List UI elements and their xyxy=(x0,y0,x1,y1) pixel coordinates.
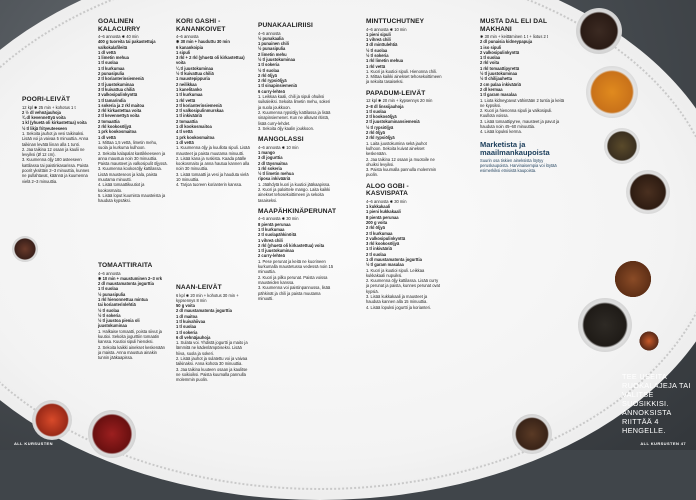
ingredient: 1 tl inkivääriä xyxy=(366,246,392,252)
recipe-column xyxy=(366,18,442,310)
recipe-title: PUNAKAALIRIISI xyxy=(258,22,313,29)
recipe-step: 1. Kuumenna öljy ja kuullota sipuli. Lisää mausteet ja paista muutama minuutti. xyxy=(176,145,250,156)
ingredient: 1 tl sinapinsiemeniä xyxy=(258,83,297,89)
recipe-column xyxy=(176,284,252,383)
ingredient: ½ tl suolaa xyxy=(98,307,120,313)
ingredient: 2 rkl (yhuetä oli kirkastettua) voita xyxy=(258,242,325,248)
ingredient: 1 tl garam masalaa xyxy=(480,92,517,98)
recipe-step: 2. Kuumenna rypsiöljy kattilassa ja lisää sinapinsiemenet. Kun ne alkavat ritistä, lisää curry-lehdet. xyxy=(258,109,331,126)
recipe-title: MUSTA DAL ELI DAL MAKHANI xyxy=(480,18,548,33)
ingredient: 1 rkl vettä xyxy=(176,97,196,103)
ingredient: 2 tomaattia xyxy=(98,118,120,124)
ingredient: 1 punainen chili xyxy=(258,41,289,47)
recipe-step: 1. Mittaa 1,5 vettä, limetin mehu, suola ja kurkuma kulhoon. xyxy=(98,139,158,151)
ingredient: 1 sokeria ja 2 rkl maitoa xyxy=(98,102,145,108)
recipe-title: MAAPÄHKINÄPERUNAT xyxy=(258,207,337,215)
recipe-step: 2. Lisää jauhot ja sulatettu voi ja vaivaa taikinaksi. Anna kohota 30 minuuttia. xyxy=(176,356,248,367)
spice-bowl-pepper xyxy=(576,8,622,54)
ingredient: 2 tl korianterinsiemeniä xyxy=(176,102,222,108)
ingredient: 1 tl kurkumaa xyxy=(258,227,285,232)
ingredient: 2 rkl kookosöljyä xyxy=(98,124,132,130)
ingredient: ½ tl limetin mehua xyxy=(258,171,294,177)
ingredient: ½ punasipulia xyxy=(258,46,286,52)
ingredient: 400 g tuoreita tai pakastettuja valkokalafileitä xyxy=(98,39,156,50)
ingredient: 50 g voita xyxy=(176,303,195,309)
ingredient: ½ punakaalia xyxy=(258,35,284,41)
ingredient: 1 sipuli xyxy=(176,49,191,55)
ingredient: 2–8 dl linssijauhoja xyxy=(366,103,404,109)
recipe-step: 3. Jaa taikina kuuteen osaan ja kaulitse ne soikioiksi. Paista kuumalla pannulla molemmin puolin. xyxy=(176,366,248,383)
ingredient: 1 dl maitoa xyxy=(176,313,198,319)
recipe-column xyxy=(258,22,337,301)
ingredient: 2 valkosipulinkynttä xyxy=(480,49,520,55)
sidebar-title: Marketista ja maailmankaupoista xyxy=(480,139,550,158)
recipe-step: 5. Lisää loput kuumista mausteista ja hauduta kypsäksi. xyxy=(98,192,166,204)
ingredient: 2 neilikkaa xyxy=(176,81,197,87)
ingredient: 1 rkl hienonnettua mintua xyxy=(98,296,148,302)
ingredient: 2 tl kurkumaa xyxy=(366,230,393,236)
ingredient: 2 cm palaa inkivääriä xyxy=(480,81,521,87)
ingredient: 1 tl suolaa xyxy=(366,108,387,114)
ingredient: 8 pientä perunaa xyxy=(366,214,399,220)
ingredient: 1 mango xyxy=(258,149,275,155)
recipe-step: 2. Jaa taikina 12 osaan ja kaulii ne levyiksi (Ø 12 cm). xyxy=(22,146,85,158)
recipe-column xyxy=(176,18,252,188)
spice-bowl-flower xyxy=(638,330,660,352)
folio-left: ALL KURSUSTEN xyxy=(14,441,53,446)
ingredient: 2 rkl rypsiöljyä xyxy=(366,135,395,141)
spice-bowl-turmeric xyxy=(586,66,638,118)
spice-bowl-cumin xyxy=(578,298,632,352)
spice-bowl-cinnamon xyxy=(614,256,652,302)
ingredient: 1 prk kookosmaitoa xyxy=(176,134,215,140)
ingredient: 1 pieni kukkakaali xyxy=(366,209,401,215)
recipe-step: 2. Kuori ja pilko perunat. Paista voissa mausteiden kanssa. xyxy=(258,274,328,285)
recipe-step: 4. Lisää tomaattikuutiot ja kookosmaito. xyxy=(98,182,145,193)
recipe-title: MANGOLASSI xyxy=(258,136,304,144)
recipe-meta: 12 kpl ✱ 25 min + kohotus 1 t xyxy=(22,104,76,110)
ingredient: 1 dl maustamatonta jogurttia xyxy=(366,256,422,262)
ingredient: 1 rkl vettä xyxy=(366,63,386,69)
ingredient: ½ tl juustokuminaa xyxy=(480,71,518,77)
recipe-step: 3. Kuumenna voi paistinpannussa, lisää pähkinät ja chili ja paista muutama minuutti. xyxy=(258,285,331,301)
ingredient: 1 tl juustokuminaa xyxy=(258,248,294,254)
recipe-step: 1. Leikkaa kaali, chili ja sipuli ohuiksi suikaleiksi. Sekoita limetin mehu, sokeri ja suola joukkoon. xyxy=(258,94,331,110)
ingredient: 2 tl kookosöljyä xyxy=(366,114,397,120)
recipe-step: 3. Lisää tomaatti ja vesi ja hauduta vielä 10 minuuttia. xyxy=(176,171,249,183)
recipe-meta: 4–6 annosta ✱ 40 min xyxy=(98,34,139,39)
recipe-step: 2. Jaa taikina 12 osaan ja muotoile ne ohuiksi levyiksi. xyxy=(366,156,435,167)
ingredient: 2 dl täysmaitoa xyxy=(258,160,288,166)
ingredient: 1 kl (yhuetä oli kirkastettua) voita xyxy=(22,120,87,126)
ingredient: 1 kukkakaali xyxy=(366,204,391,210)
ingredient: 1 tl tamarindia xyxy=(98,97,126,103)
recipe-step: 3. Lisää tomaattipyree, mausteet ja pavut ja hauduta noin 45–60 minuuttia. xyxy=(480,118,560,130)
ingredient: 2 rkl voita xyxy=(480,60,500,66)
ingredient: 8 pientä perunaa xyxy=(258,221,291,227)
ingredient: 1 tl suolaa xyxy=(98,286,119,292)
recipe-meta: 4–6 annosta ✱ 30 min xyxy=(258,216,299,222)
ingredient: 2 valkosipulinkynttä xyxy=(366,235,406,241)
ingredient: ✱ 30 min + hauduttu 30 min xyxy=(176,39,230,45)
ingredient: 2 dl kermaa xyxy=(480,86,503,92)
recipe-meta: 4–6 annosta ✱ 10 min xyxy=(258,144,299,150)
ingredient: 1 limetin mehua xyxy=(98,55,129,61)
ingredient: 1 dl vettä xyxy=(98,134,116,140)
recipe-step: 1. Kuori ja kuutioi sipuli. Leikkaa kukkakaali nupuiksi. xyxy=(366,267,425,278)
ingredient: ½ tl rypsiöljyä xyxy=(366,124,394,130)
recipe-step: 2. Kuumenna öljy kattilassa. Lisää curry ja perunat ja paista, kunnes perunat ovat kypsiä. xyxy=(366,278,440,294)
recipe-title: KORI GASHI -KANANKOIVET xyxy=(176,18,226,33)
ingredient: 1 rkl limetin mehua xyxy=(366,58,404,64)
recipe-step: 4. Lisää lopuksi kerma. xyxy=(480,129,522,135)
folio-right: ALL KURSUSTEN 47 xyxy=(640,441,686,446)
ingredient: 2 curry-lehteä xyxy=(258,253,285,259)
ingredient: ½ tl sokeria xyxy=(98,312,121,318)
ingredient: 2 rkl öljyä xyxy=(366,225,385,231)
ingredient: 1 pieni sipuli xyxy=(366,31,391,37)
ingredient: 3 valkosipulinkynttä xyxy=(98,92,138,98)
recipe-column xyxy=(480,18,566,174)
recipe-meta: 4–6 annosta ✱ 30 min xyxy=(366,198,407,204)
recipe-column xyxy=(98,18,168,204)
ingredient: 3 tl kuivattua chiliä xyxy=(98,86,135,92)
ingredient: 2 ½ dl vehnäjauhoja xyxy=(22,109,61,115)
recipe-meta: 4–6 annosta xyxy=(258,30,281,36)
recipe-step: 1. Laita juustokumina sekä jauhot kulhoon. Sekoita kuivat ainekset keskenään. xyxy=(366,140,427,157)
spice-bowl-cardamom xyxy=(604,128,640,164)
recipe-step: 3. Kuumenna öljy 180 asteeseen kattilassa tai paistinkasarissa. Paista poorit yksittäin 2–3 minuuttia, kunnes ne pullahtavat, käännä ja kuumenna vielä 2–3 minuuttia. xyxy=(22,157,90,184)
recipe-step: 1. Sulata voi. Yhdistä jogurtti ja maito ja lämmitä ne kädenlämpöiseksi. Lisää hiiva, suola ja sokeri. xyxy=(176,340,248,356)
ingredient: ½ tl kuivattua chiliä xyxy=(176,71,214,77)
ingredient: 2 tl juustokuminansiemeniä xyxy=(366,119,420,125)
recipe-step: 4. Tarjoa tuoreen korianterin kanssa. xyxy=(176,182,243,188)
ingredient: 6 kanankoipia xyxy=(176,44,204,50)
ingredient: 1 tl suolaa xyxy=(176,324,197,330)
ingredient: 200 g voita xyxy=(366,219,388,225)
recipe-step: 2. Lisää kana ja ruskista. Kaada päälle kookosmaito ja anna hautua kannen alla noin 30 minuuttia. xyxy=(176,155,250,172)
ingredient: 1 tl inkivääriä xyxy=(176,113,202,119)
spice-bowl-left xyxy=(12,236,38,262)
recipe-step: 2. Kuori ja paloittele mango. Laita kaikki ainekset tehosekoittimeen ja sekoita tasaiseksi. xyxy=(258,187,331,203)
recipe-step: 1. Jäähdytä kuori ja kuutioi jääkaapissa. xyxy=(258,181,331,187)
spice-bowl-chili xyxy=(32,400,72,440)
ingredient: 1 iso sipuli xyxy=(480,44,502,50)
ingredient: ½ tl garam masalaa xyxy=(366,262,404,268)
recipe-step: 4. Lisää lopuksi jogurtti ja korianteri. xyxy=(366,304,432,310)
ingredient: 6 curry-lehteä xyxy=(258,88,285,94)
ingredient: 1 tl sokeria xyxy=(176,329,198,335)
ingredient: 1 tl suolaa xyxy=(480,55,501,61)
recipe-column xyxy=(98,262,168,361)
ingredient: 6 dl vehnäjauhoja xyxy=(176,334,211,340)
recipe-step: 3. Kuumenna kookosöljy kattilassa. Lisää mausteseos ja kala, paista muutama minuutti. xyxy=(98,166,162,183)
recipe-step: 1. Pese perunat ja keitä ne kuorineen kurkumalla maustetussa vedessä noin 15 minuuttia. xyxy=(258,258,334,275)
ingredient: ¼ tl juustokuminaa xyxy=(176,65,214,71)
ingredient: 1 vihreä chili xyxy=(258,237,283,243)
ingredient: ½ tl suolaa xyxy=(366,47,388,53)
ingredient: 2 tl valkosipulinmurskaa xyxy=(176,108,224,114)
recipe-step: 3. Paista kuumalla pannulla molemmin puolin. xyxy=(366,167,437,178)
ingredient: 1 tl sokeria xyxy=(258,62,280,68)
recipe-title: NAAN-LEIVÄT xyxy=(176,284,222,291)
ingredient: 2 tl korianterinsiemeniä xyxy=(98,76,144,82)
ingredient: 2 tl kevennettyä voita xyxy=(98,113,140,119)
ingredient: 1 dl kookosmaitoa xyxy=(176,124,212,130)
spice-bowl-bottom-right xyxy=(512,414,552,454)
recipe-meta: 4–6 annosta xyxy=(98,270,121,276)
recipe-step: 1. Sekoita jauhot ja vesi taikinaksi. Lisää voi ja vaivaa 5 minuuttia. Anna taikinan levätä liinan alla 1 tunti. xyxy=(22,130,89,147)
ingredient: 3 rkl kookosöljyä xyxy=(366,241,400,247)
ingredient: 2 rkl rypsiöljyä xyxy=(258,78,287,84)
ingredient: 4 tl vettä xyxy=(176,129,193,135)
ingredient: ½ punasipulia xyxy=(98,291,126,297)
ingredient: 1 kanelitanko xyxy=(176,86,202,92)
recipe-title: TOMAATTIRAITA xyxy=(98,262,153,269)
ingredient: 2 rkl kirkastettua voita xyxy=(98,108,142,114)
ingredient: 3 rkl + 2 rkl (yhuetä oli kirkastettua) voita xyxy=(176,55,245,66)
ingredient: 2 dl punaisia kidneypapuja xyxy=(480,39,533,45)
ingredient: 1 prk kookosmaitoa xyxy=(98,129,137,135)
ingredient: 2 dl maustamatonta jogurttia xyxy=(98,281,154,287)
spice-bowl-star-anise xyxy=(626,170,670,214)
ingredient: 1 tl suolaa xyxy=(98,60,119,66)
ingredient: 2 rkl öljyä xyxy=(366,130,385,136)
recipe-title: PAPADUM-LEIVÄT xyxy=(366,89,426,97)
recipe-meta: 4–6 annosta ✱ 10 min xyxy=(366,26,407,32)
ingredient: 1 tl kurkumaa xyxy=(98,65,125,71)
recipe-column xyxy=(22,96,92,184)
ingredient: 2 tl juustokuminaa xyxy=(98,81,134,87)
recipe-meta: 6 kpl ✱ 20 min + kohotus 30 min + kypsennys 8 min xyxy=(176,292,239,303)
ingredient: 1 vihreä chili xyxy=(366,37,391,43)
ingredient: 1 tl kuivahiivaa xyxy=(176,318,206,324)
recipe-title: ALOO GOBI -KASVISPATA xyxy=(366,182,409,198)
recipe-title: POORI-LEIVÄT xyxy=(22,96,71,103)
recipe-meta: ✱ 30 min + keittäminen 1 t + liotus 2 t xyxy=(480,34,549,39)
spice-bowl-beans xyxy=(88,410,136,458)
recipe-step: 1. Liota kidneypavut vähintään 2 tuntia ja keitä ne kypsiksi. xyxy=(480,97,564,108)
recipe-title: MINTTUCHUTNEY xyxy=(366,18,425,25)
ingredient: ¾ dl kevennettyä voita xyxy=(22,115,66,121)
recipe-step: 1. Kuori ja kuutioi sipuli. Hienonna chili. xyxy=(366,68,437,74)
ingredient: 2 tl suolaa xyxy=(366,251,387,257)
ingredient: 1 rkl sokeria xyxy=(258,165,282,171)
recipe-step: 2. Mittaa kaikki ainekset tehosekoittimeen ja sekoita tasaiseksi. xyxy=(366,74,442,85)
ingredient: 2 tl suolapähkinöitä xyxy=(258,232,297,238)
ingredient: 2 tomaattia xyxy=(176,118,198,124)
ingredient: 3 dl minttulehtiä xyxy=(366,42,398,48)
sidebar-body: Suurin osa tiskien aineksista löytyy peruskaupoista. Harvinaisempia voi löytää esimerkiksi etnisistä kaupoista. xyxy=(480,157,557,174)
ingredient: 2 punasipulia xyxy=(98,71,125,77)
ingredient: 2 limetin mehu xyxy=(258,51,287,57)
ingredient: 1 dl vettä xyxy=(98,49,116,55)
recipe-step: 1. Halkaise tomaatti, poista siivut ja kuutioi. Sekoita jogurttiin tomaatin kanssa. Kuutioi sipuli hienoksi. xyxy=(98,328,162,345)
ingredient: 2 dl maustamatonta jogurttia xyxy=(176,308,232,314)
recipe-step: 2. Sekoita kaikki ainekset keskenään ja maista. Anna maustua ainakin tunnin jääkaapissa. xyxy=(98,344,165,361)
recipe-meta: 12 kpl ✱ 20 min + kypsennys 20 min xyxy=(366,98,433,104)
ingredient: 3 dl jogurttia xyxy=(258,155,283,161)
recipe-step: 2. Kuori ja hienonna sipuli ja valkosipuli. Kuullota voissa. xyxy=(480,108,553,119)
ingredient: tai korianterinlehtiä xyxy=(98,302,136,308)
recipe-step: 3. Sekoita öljy kaalin joukkoon. xyxy=(258,125,314,131)
recipe-step: 2. Sekoita kalapalat kastikkeeseen ja anna maustua noin 30 minuuttia. Paista mausteet ja valkosipulit öljyssä. xyxy=(98,150,168,167)
recipe-meta: 4–6 annosta xyxy=(176,34,199,39)
ingredient: ½ tl suolaa xyxy=(258,67,280,73)
ingredient: 1 rkl tomaattipyrettä xyxy=(480,65,520,71)
ingredient: 1 tl kurkumaa xyxy=(176,92,203,98)
recipe-step: 3. Lisää kukkakaali ja mausteet ja hauduta kannen alla 15 minuuttia. xyxy=(366,294,428,305)
ingredient: riposa inkivääriä xyxy=(258,176,291,182)
ingredient: ½ tl likjä frityeuteeseen xyxy=(22,125,68,131)
recipe-title: GOALINEN KALACURRY xyxy=(98,18,141,33)
ingredient: ½ tl juustokuminaa xyxy=(258,56,296,62)
tip-callout: TEE USEITA RUOKALAJEJA TAI VALITSE SUOSIKKISI. ANNOKSISTA RIITTÄÄ 4 HENGELLE. xyxy=(622,372,691,435)
ingredient: 2 rkl öljyä xyxy=(258,72,277,78)
ingredient: ½ tl chilijauhetta xyxy=(480,76,513,82)
ingredient: ½ tl juustoa pienia oli juustokuminaa xyxy=(98,318,140,329)
ingredient: 1 maustepippuria xyxy=(176,76,210,82)
ingredient: ✱ 10 min + maustuminen 2–3 vrk xyxy=(98,275,163,281)
ingredient: ½ tl sokeria xyxy=(366,52,389,58)
ingredient: 1 dl vettä xyxy=(176,139,194,145)
